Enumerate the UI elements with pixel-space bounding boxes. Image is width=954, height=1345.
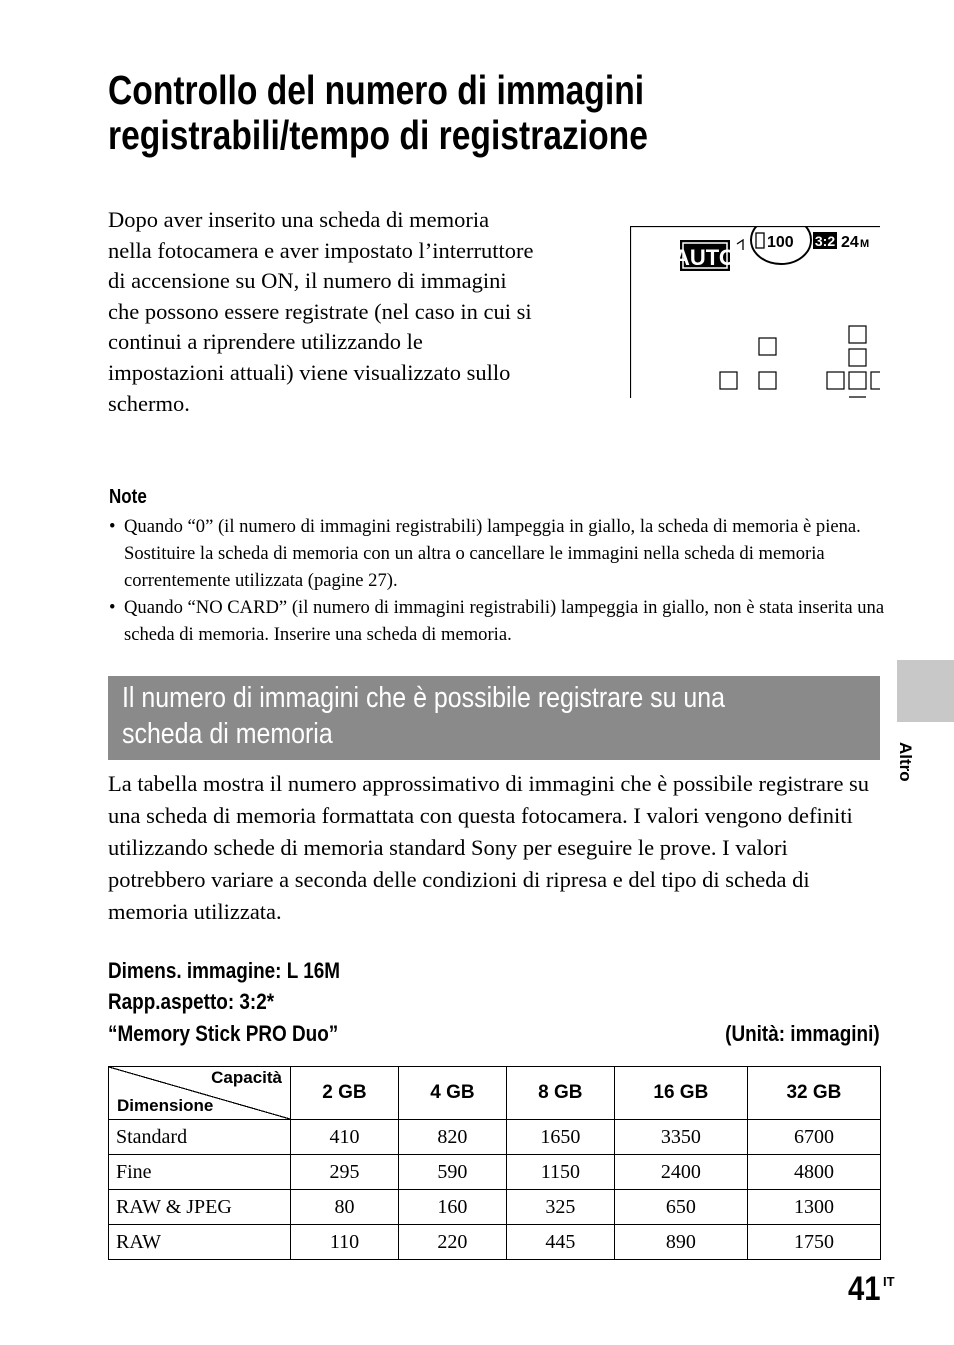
- spec-unit: (Unità: immagini): [725, 1021, 880, 1046]
- corner-label-dimension: Dimensione: [117, 1096, 214, 1115]
- column-header: 16 GB: [614, 1067, 747, 1120]
- intro-paragraph: Dopo aver inserito una scheda di memoria nella fotocamera e aver impostato l’interruttore di accensione su ON, il numero di immagini che possono essere registrate (nel caso in cui si continui a riprendere utilizzando le impostazioni attuali) viene visualizzato sullo schermo.: [108, 207, 534, 416]
- row-label: Fine: [109, 1155, 291, 1190]
- lcd-shots-remaining: 100: [767, 234, 794, 251]
- spec-aspect-ratio: Rapp.aspetto: 3:2*: [108, 989, 275, 1014]
- note-item: • Quando “NO CARD” (il numero di immagini registrabili) lampeggia in giallo, non è stata inserita una scheda di memoria. Inserire una scheda di memoria.: [109, 594, 889, 648]
- table-cell: 325: [506, 1190, 614, 1225]
- table-cell: 295: [291, 1155, 399, 1190]
- spec-image-size: Dimens. immagine: L 16M: [108, 958, 341, 983]
- side-tab-marker: [897, 660, 954, 722]
- row-label: Standard: [109, 1120, 291, 1155]
- table-cell: 3350: [614, 1120, 747, 1155]
- column-header: 2 GB: [291, 1067, 399, 1120]
- table-corner-cell: [109, 1067, 291, 1120]
- memory-card-icon: [756, 233, 764, 248]
- page-number: 41: [848, 1270, 881, 1308]
- table-row: [109, 1120, 881, 1155]
- spec-media: “Memory Stick PRO Duo”: [108, 1021, 339, 1046]
- auto-mode-icon: [674, 240, 736, 271]
- page-title: [108, 68, 764, 158]
- table-cell: 650: [614, 1190, 747, 1225]
- note-item: • Quando “0” (il numero di immagini registrabili) lampeggia in giallo, la scheda di memoria è piena. Sostituire la scheda di memoria con un altra o cancellare le immagini nella scheda di memoria correntemente utilizzata (pagine 27).: [109, 513, 889, 594]
- section-heading: [122, 680, 896, 752]
- page-language: IT: [883, 1274, 895, 1289]
- note-list: [109, 513, 889, 648]
- corner-label-capacity: Capacità: [211, 1068, 282, 1087]
- lcd-image-size: 24: [841, 234, 859, 251]
- lcd-mode-text: AUTO: [674, 245, 736, 270]
- table-cell: 590: [398, 1155, 506, 1190]
- column-header: 8 GB: [506, 1067, 614, 1120]
- column-header: 32 GB: [747, 1067, 880, 1120]
- table-cell: 220: [398, 1225, 506, 1260]
- side-tab-label: [895, 742, 919, 792]
- section-heading-line2: scheda di memoria: [122, 718, 333, 750]
- column-header: 4 GB: [398, 1067, 506, 1120]
- section-heading-banner: [108, 676, 880, 760]
- table-cell: 6700: [747, 1120, 880, 1155]
- lcd-image-size-unit: M: [860, 238, 870, 250]
- table-cell: 1650: [506, 1120, 614, 1155]
- table-cell: 890: [614, 1225, 747, 1260]
- table-cell: 110: [291, 1225, 399, 1260]
- table-header-row: [109, 1067, 881, 1120]
- capacity-table: [108, 1066, 881, 1260]
- row-label: RAW & JPEG: [109, 1190, 291, 1225]
- drive-mode-icon: [737, 240, 743, 250]
- table-row: [109, 1155, 881, 1190]
- table-cell: 80: [291, 1190, 399, 1225]
- page-title-line1: Controllo del numero di immagini: [108, 67, 645, 113]
- section-heading-line1: Il numero di immagini che è possibile registrare su una: [122, 682, 726, 714]
- table-cell: 1300: [747, 1190, 880, 1225]
- lcd-screen-illustration: [630, 226, 880, 398]
- table-row: [109, 1225, 881, 1260]
- table-cell: 160: [398, 1190, 506, 1225]
- page-title-line2: registrabili/tempo di registrazione: [108, 112, 648, 158]
- table-cell: 4800: [747, 1155, 880, 1190]
- table-cell: 445: [506, 1225, 614, 1260]
- table-cell: 410: [291, 1120, 399, 1155]
- section-paragraph: La tabella mostra il numero approssimativo di immagini che è possibile registrare su una scheda di memoria formattata con questa fotocamera. I valori vengono definiti utilizzando schede di memoria standard Sony per eseguire le prove. I valori potrebbero variare a seconda delle condizioni di ripresa e del tipo di scheda di memoria utilizzata.: [108, 771, 870, 924]
- focus-area-icons: [720, 326, 880, 397]
- note-heading: Note: [109, 486, 147, 508]
- table-cell: 820: [398, 1120, 506, 1155]
- table-cell: 2400: [614, 1155, 747, 1190]
- table-cell: 1150: [506, 1155, 614, 1190]
- row-label: RAW: [109, 1225, 291, 1260]
- side-tab-text: Altro: [896, 742, 915, 782]
- table-cell: 1750: [747, 1225, 880, 1260]
- lcd-aspect-text: 3:2: [814, 233, 836, 249]
- table-row: [109, 1190, 881, 1225]
